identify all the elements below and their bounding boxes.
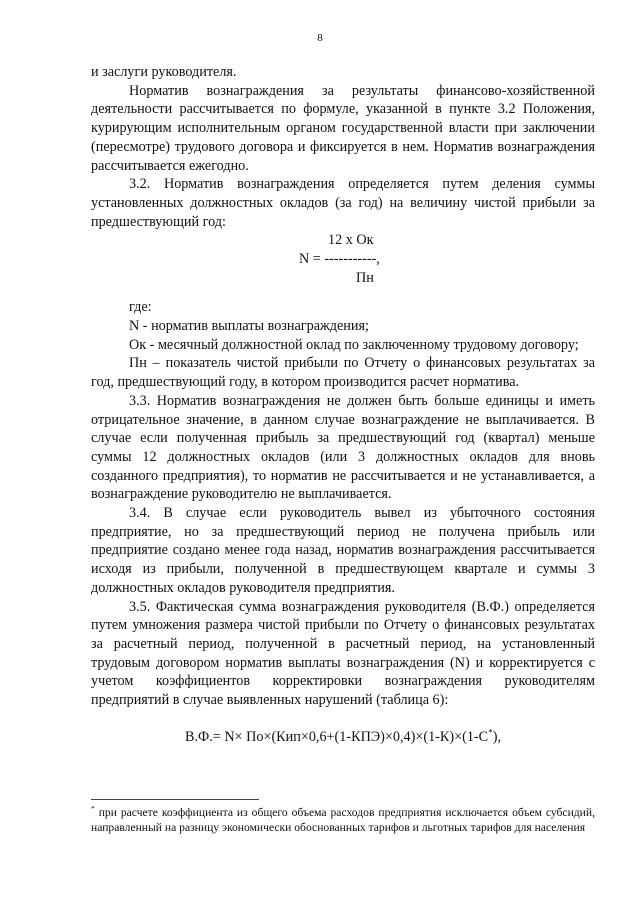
- footnote-mark: *: [91, 804, 95, 814]
- document-body: [91, 63, 595, 747]
- formula-normative: [91, 231, 595, 290]
- paragraph-normative-basis: Норматив вознаграждения за результаты финансово-хозяйственной деятельности рассчитывается по формуле, указанной в пункте 3.2 Положения, курирующим исполнительным органом государственной власти при заключении (пересмотре) трудового договора и фиксируется в нем. Норматив вознаграждения рассчитывается ежегодно.: [91, 82, 595, 174]
- definition-n: N - норматив выплаты вознаграждения;: [129, 318, 369, 335]
- paragraph-3-2: 3.2. Норматив вознаграждения определяется путем деления суммы установленных должностных окладов (за год) на величину чистой прибыли за предшествующий год:: [91, 176, 595, 230]
- definition-ok: Ок - месячный должностной оклад по заключенному трудовому договору;: [129, 336, 579, 353]
- page-number: 8: [317, 32, 323, 44]
- paragraph-3-3: 3.3. Норматив вознаграждения не должен быть больше единицы и иметь отрицательное значение, в данном случае вознаграждение не выплачивается. В случае если полученная прибыль за предшествующий год (квартал) меньше суммы 12 должностных окладов (или 3 должностных окладов для вновь созданного предприятия), то норматив не рассчитывается и не устанавливается, а вознаграждение руководителю не выплачивается.: [91, 392, 595, 503]
- footnote-divider: [91, 799, 259, 800]
- formula-actual-reward-tail: ),: [492, 728, 501, 745]
- formula-denominator: Пн: [356, 270, 374, 287]
- formula-actual-reward-sup: *: [488, 727, 493, 738]
- where-label: где:: [129, 299, 152, 316]
- formula-equation: N = -----------,: [299, 251, 380, 268]
- paragraph-3-4: 3.4. В случае если руководитель вывел из убыточного состояния предприятие, но за предшествующий период не получена прибыль или предприятие создано менее года назад, норматив вознаграждения рассчитывается исходя из прибыли, полученной в предшествующем квартале и суммы 3 должностных окладов руководителя предприятия.: [91, 505, 595, 596]
- paragraph-continuation: и заслуги руководителя.: [91, 64, 237, 80]
- definition-pn: Пн – показатель чистой прибыли по Отчету о финансовых результатах за год, предшествующий году, в котором производится расчет норматива.: [91, 355, 595, 391]
- paragraph-3-5: 3.5. Фактическая сумма вознаграждения руководителя (В.Ф.) определяется путем умножения размера чистой прибыли по Отчету о финансовых результатах за расчетный период, полученной в расчетный период, на установленный трудовым договором норматив выплаты вознаграждения (N) и корректируется с учетом коэффициентов корректировки вознаграждения руководителям предприятий в случае выявленных нарушений (таблица 6):: [91, 598, 595, 709]
- formula-actual-reward: [91, 728, 595, 747]
- formula-numerator: 12 х Ок: [328, 232, 374, 249]
- footnote-text: при расчете коэффициента из общего объема расходов предприятия исключается объем субсидий, направленный на разницу экономически обоснованных тарифов и льготных тарифов для населения: [91, 806, 595, 834]
- formula-actual-reward-body: В.Ф.= N× По×(Кип×0,6+(1-КПЭ)×0,4)×(1-К)×(1-С: [185, 728, 489, 745]
- footnote: [91, 805, 595, 835]
